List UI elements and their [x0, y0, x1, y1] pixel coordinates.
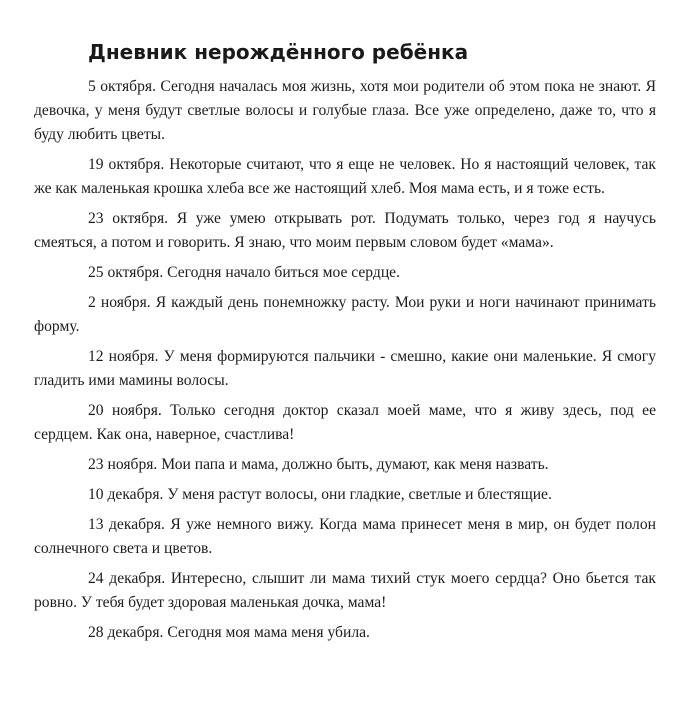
- diary-entry: [34, 567, 656, 615]
- entry-text: Я уже немного вижу. Когда мама принесет меня в мир, он будет полон солнечного света и цветов.: [34, 516, 656, 557]
- diary-entry: [34, 345, 656, 393]
- diary-entry: [34, 75, 656, 147]
- diary-entry: [34, 621, 656, 645]
- entry-text: Сегодня начало биться мое сердце.: [167, 264, 400, 281]
- entry-date: 24 декабря.: [88, 570, 166, 587]
- entry-date: 25 октября.: [88, 264, 164, 281]
- entry-date: 20 ноября.: [88, 402, 162, 419]
- entry-date: 28 декабря.: [88, 624, 164, 641]
- entry-date: 2 ноября.: [88, 294, 151, 311]
- entry-date: 23 октября.: [88, 210, 169, 227]
- entry-date: 12 ноября.: [88, 348, 159, 365]
- diary-entry: [34, 207, 656, 255]
- diary-entry: [34, 513, 656, 561]
- entry-date: 23 ноября.: [88, 456, 158, 473]
- diary-entry: [34, 399, 656, 447]
- entry-text: У меня формируются пальчики - смешно, какие они маленькие. Я смогу гладить ими мамины волосы.: [34, 348, 656, 389]
- diary-entry: [34, 483, 656, 507]
- page-title: Дневник нерождённого ребёнка: [88, 40, 469, 64]
- entry-text: Я уже умею открывать рот. Подумать только, через год я научусь смеяться, а потом и говорить. Я знаю, что моим первым словом будет «мама».: [34, 210, 656, 251]
- entry-text: Мои папа и мама, должно быть, думают, как меня назвать.: [161, 456, 549, 473]
- entry-text: Сегодня началась моя жизнь, хотя мои родители об этом пока не знают. Я девочка, у меня будут светлые волосы и голубые глаза. Все уже определено, даже то, что я буду любить цветы.: [34, 78, 656, 143]
- diary-entries: [34, 75, 656, 645]
- entry-text: Интересно, слышит ли мама тихий стук моего сердца? Оно бьется так ровно. У тебя будет здоровая маленькая дочка, мама!: [34, 570, 656, 611]
- entry-date: 13 декабря.: [88, 516, 165, 533]
- entry-text: Я каждый день понемножку расту. Мои руки и ноги начинают принимать форму.: [34, 294, 656, 335]
- diary-entry: [34, 153, 656, 201]
- entry-text: У меня растут волосы, они гладкие, светлые и блестящие.: [167, 486, 552, 503]
- diary-entry: [34, 291, 656, 339]
- entry-text: Сегодня моя мама меня убила.: [167, 624, 370, 641]
- entry-text: Только сегодня доктор сказал моей маме, что я живу здесь, под ее сердцем. Как она, наверное, счастлива!: [34, 402, 656, 443]
- entry-date: 10 декабря.: [88, 486, 164, 503]
- entry-date: 5 октября.: [88, 78, 156, 95]
- diary-entry: [34, 453, 656, 477]
- entry-date: 19 октября.: [88, 156, 165, 173]
- entry-text: Некоторые считают, что я еще не человек. Но я настоящий человек, так же как маленькая крошка хлеба все же настоящий хлеб. Моя мама есть, и я тоже есть.: [34, 156, 656, 197]
- document-page: [34, 0, 656, 651]
- diary-entry: [34, 261, 656, 285]
